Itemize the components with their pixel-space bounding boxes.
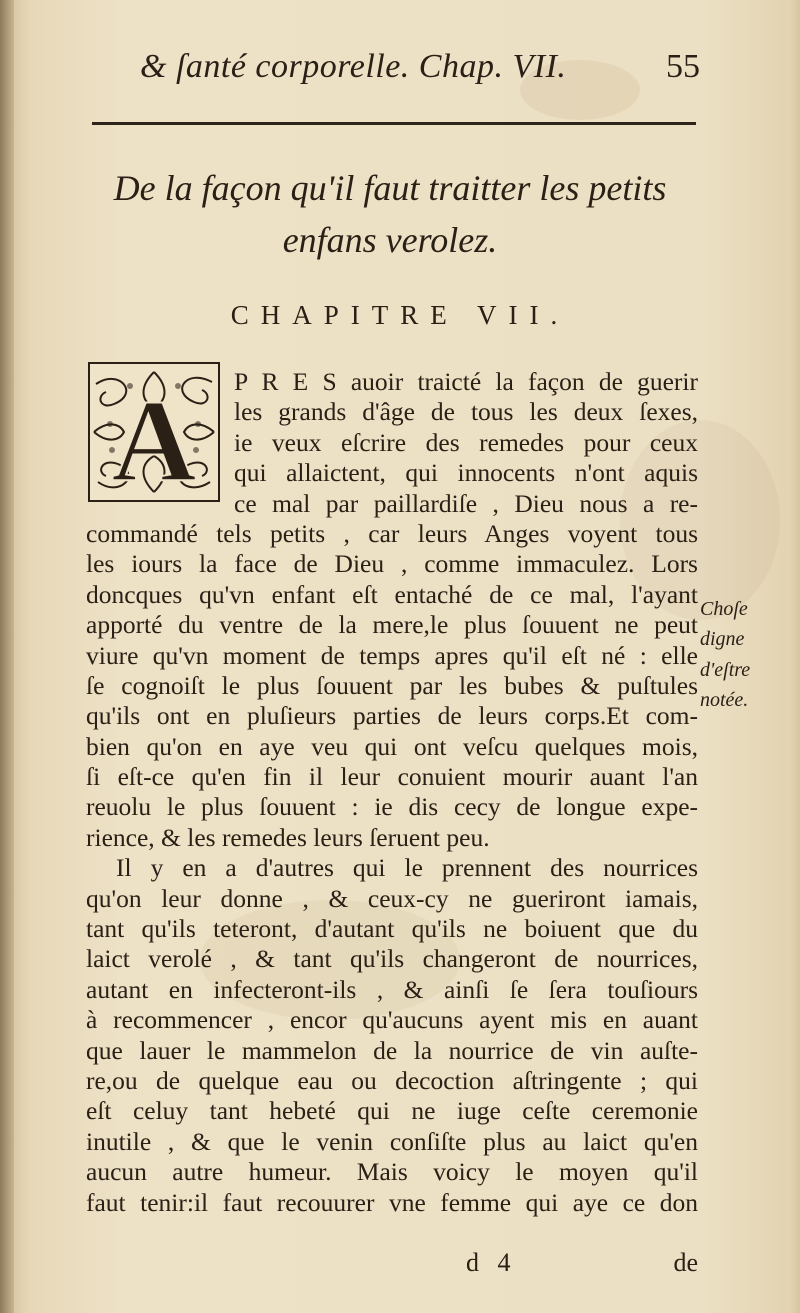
text-line: commandé tels petits , car leurs Anges voyent tous bbox=[86, 518, 698, 548]
running-header bbox=[140, 44, 700, 94]
running-title: & ſanté corporelle. Chap. VII. bbox=[140, 48, 567, 85]
text-line: faut tenir:il faut recouurer vne femme qui aye ce don bbox=[86, 1187, 698, 1217]
chapter-heading bbox=[70, 162, 710, 266]
text-line: tant qu'ils teteront, d'autant qu'ils ne boiuent que du bbox=[86, 914, 698, 944]
header-rule bbox=[92, 122, 696, 125]
margin-note-line: notée. bbox=[700, 689, 749, 712]
page-footer bbox=[86, 1248, 698, 1284]
text-line: qu'on leur donne , & ceux-cy ne gueriront iamais, bbox=[86, 883, 698, 913]
text-line: à recommencer , encor qu'aucuns ayent mis en auant bbox=[86, 1005, 698, 1035]
margin-note bbox=[700, 594, 790, 716]
text-line: les iours la face de Dieu , comme immaculez. Lors bbox=[86, 549, 698, 579]
text-line: ſi eſt-ce qu'en fin il leur conuient mourir auant l'an bbox=[86, 762, 698, 792]
chapter-heading-line-1: De la façon qu'il faut traitter les petits bbox=[113, 168, 667, 208]
margin-note-line: Choſe bbox=[700, 598, 748, 620]
text-line: ſe cognoiſt le plus ſouuent par les bubes & puſtules bbox=[86, 670, 698, 700]
text-line: viure qu'vn moment de temps apres qu'il eſt né : elle bbox=[86, 640, 698, 670]
text-line: que lauer le mammelon de la nourrice de vin auſte- bbox=[86, 1035, 698, 1065]
margin-note-line: d'eſtre bbox=[700, 658, 751, 681]
text-line: apporté du ventre de la mere,le plus ſouuent ne peut bbox=[86, 610, 698, 640]
text-line: aucun autre humeur. Mais voicy le moyen qu'il bbox=[86, 1157, 698, 1187]
catchword: de bbox=[673, 1248, 698, 1277]
chapter-heading-line-2: enfans verolez. bbox=[282, 220, 498, 260]
text-line: eſt celuy tant hebeté qui ne iuge ceſte ceremonie bbox=[86, 1096, 698, 1126]
text-line: ce mal par paillardiſe , Dieu nous a re- bbox=[234, 488, 698, 518]
text-line: les grands d'âge de tous les deux ſexes, bbox=[234, 397, 698, 427]
text-line: qu'ils ont en pluſieurs parties de leurs corps.Et com- bbox=[86, 701, 698, 731]
text-line: P R E S auoir traicté la façon de guerir bbox=[234, 367, 698, 396]
text-line: re,ou de quelque eau ou decoction aſtringente ; qui bbox=[86, 1065, 698, 1095]
text-line: laict verolé , & tant qu'ils changeront de nourrices, bbox=[86, 944, 698, 974]
margin-note-line: digne bbox=[700, 628, 745, 651]
text-line: Il y en a d'autres qui le prennent des nourrices bbox=[116, 853, 698, 883]
text-line: qui allaictent, qui innocents n'ont aquis bbox=[234, 458, 698, 488]
text-line: inutile , & que le venin conſiſte plus au laict qu'en bbox=[86, 1126, 698, 1156]
text-line: ie veux eſcrire des remedes pour ceux bbox=[234, 427, 698, 457]
text-line: rience, & les remedes leurs ſeruent peu. bbox=[86, 822, 490, 852]
drop-cap-letter: A bbox=[111, 375, 197, 500]
signature-mark: d 4 bbox=[466, 1248, 517, 1277]
text-line: doncques qu'vn enfant eſt entaché de ce mal, l'ayant bbox=[86, 579, 698, 609]
text-line: reuolu le plus ſouuent : ie dis cecy de longue expe- bbox=[86, 792, 698, 822]
binding-edge bbox=[0, 0, 14, 1313]
text-line: autant en infecteront-ils , & ainſi ſe ſera touſiours bbox=[86, 974, 698, 1004]
page-number: 55 bbox=[666, 48, 700, 85]
text-line: bien qu'on en aye veu qui ont veſcu quelques mois, bbox=[86, 731, 698, 761]
chapter-number: CHAPITRE VII. bbox=[230, 300, 570, 330]
body-text bbox=[86, 367, 698, 1218]
